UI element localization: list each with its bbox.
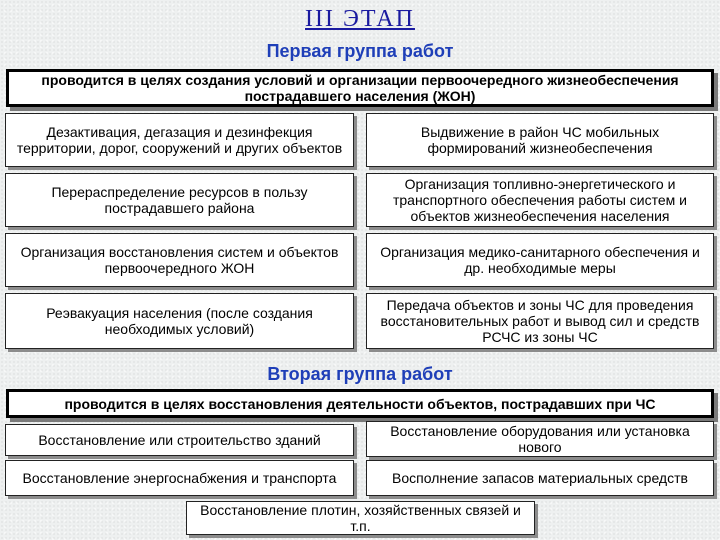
group2-item-1 — [5, 424, 354, 456]
group1-item-5 — [5, 233, 354, 287]
stage-title: III ЭТАП — [305, 6, 415, 32]
group2-header-box — [6, 389, 714, 418]
group1-item-5-text: Организация восстановления систем и объектов первоочередного ЖОН — [20, 244, 339, 276]
group1-header-box — [6, 69, 714, 107]
group1-item-6-text: Организация медико-санитарного обеспечения и др. необходимые меры — [380, 244, 700, 276]
group1-item-4-text: Организация топливно-энергетического и транспортного обеспечения работы систем и объектов жизнеобеспечения населения — [392, 176, 688, 224]
group2-item-4 — [366, 460, 714, 496]
group1-title: Первая группа работ — [266, 41, 454, 61]
group2-item-1-text: Восстановление или строительство зданий — [38, 432, 321, 448]
group2-item-4-text: Восполнение запасов материальных средств — [392, 470, 688, 486]
group1-item-4 — [366, 173, 714, 227]
group1-item-3-text: Перераспределение ресурсов в пользу пострадавшего района — [51, 184, 308, 216]
group2-header-text: проводится в целях восстановления деятельности объектов, пострадавших при ЧС — [64, 395, 656, 412]
group2-item-5 — [186, 501, 535, 535]
group2-item-3 — [5, 460, 354, 496]
group1-item-1 — [5, 113, 354, 167]
group1-item-2-text: Выдвижение в район ЧС мобильных формирований жизнеобеспечения — [420, 124, 660, 156]
group1-item-2 — [366, 113, 714, 167]
group1-item-8 — [366, 293, 714, 349]
group1-item-1-text: Дезактивация, дегазация и дезинфекция территории, дорог, сооружений и других объектов — [16, 124, 343, 156]
group1-header-text: проводится в целях создания условий и организации первоочередного жизнеобеспечения пострадавшего населения (ЖОН) — [41, 72, 679, 104]
group1-item-6 — [366, 233, 714, 287]
group2-item-2 — [366, 421, 714, 457]
group2-item-2-text: Восстановление оборудования или установка нового — [390, 423, 690, 455]
group2-title: Вторая группа работ — [267, 364, 453, 384]
group1-item-7 — [5, 293, 354, 349]
group2-item-5-text: Восстановление плотин, хозяйственных связей и т.п. — [200, 502, 521, 534]
group2-item-3-text: Восстановление энергоснабжения и транспорта — [22, 470, 337, 486]
group1-item-7-text: Реэвакуация населения (после создания необходимых условий) — [46, 305, 313, 337]
group1-item-3 — [5, 173, 354, 227]
group1-item-8-text: Передача объектов и зоны ЧС для проведения восстановительных работ и вывод сил и средств РСЧС из зоны ЧС — [380, 297, 700, 345]
